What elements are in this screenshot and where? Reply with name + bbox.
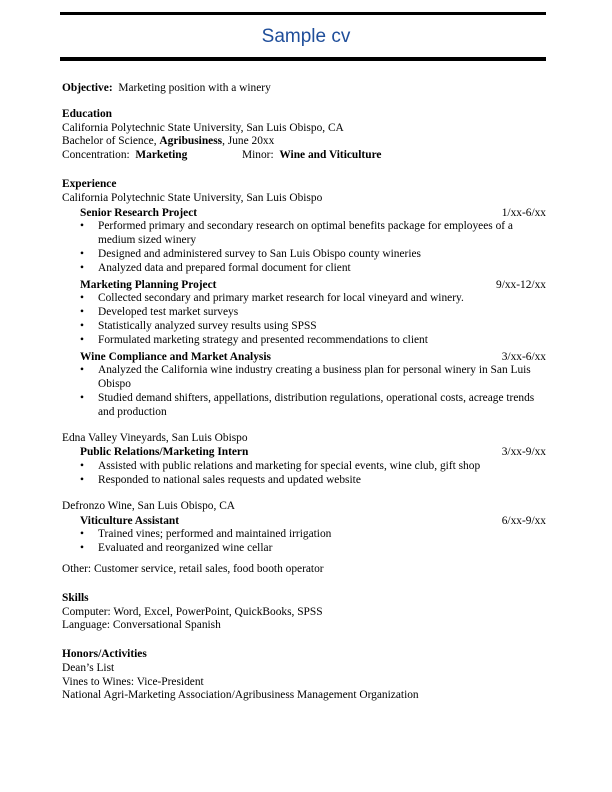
bullet-item: • Statistically analyzed survey results using SPSS — [62, 320, 546, 334]
bottom-rule — [60, 57, 546, 61]
education-heading: Education — [62, 107, 113, 120]
resume-content — [62, 82, 546, 703]
concentration-label: Concentration: — [62, 149, 130, 162]
concentration-value: Marketing — [135, 149, 188, 162]
bullet-item: • Analyzed data and prepared formal document for client — [62, 262, 546, 276]
objective: Objective: Marketing position with a winery — [62, 82, 271, 94]
experience-org: Edna Valley Vineyards, San Luis Obispo — [62, 431, 248, 444]
degree-major: Agribusiness — [159, 135, 223, 148]
honors-heading: Honors/Activities — [62, 648, 147, 661]
position-dates: 3/xx-9/xx — [501, 446, 546, 459]
bullet-item: • Performed primary and secondary research on optimal benefits package for employees of a medium sized winery — [62, 220, 546, 248]
degree-prefix: Bachelor of Science, — [62, 135, 160, 148]
position-row — [62, 207, 546, 221]
education-degree — [62, 135, 546, 149]
minor-value: Wine and Viticulture — [279, 149, 382, 162]
bullet-item: • Formulated marketing strategy and presented recommendations to client — [62, 334, 546, 348]
experience-heading: Experience — [62, 177, 117, 190]
education-school: California Polytechnic State University, San Luis Obispo, CA — [62, 121, 344, 134]
bullet-list — [62, 460, 546, 488]
page-title: Sample cv — [261, 26, 351, 47]
bullet-item: • Developed test market surveys — [62, 306, 546, 320]
bullet-list — [62, 292, 546, 347]
honors-item: National Agri-Marketing Association/Agribusiness Management Organization — [62, 689, 419, 702]
objective-label: Objective — [62, 82, 109, 94]
skills-heading: Skills — [62, 591, 89, 604]
position-title: Marketing Planning Project — [80, 278, 217, 291]
bullet-item: • Studied demand shifters, appellations, distribution regulations, operational costs, acreage trends and production — [62, 392, 546, 420]
education-concentration — [62, 149, 546, 163]
position-row — [62, 446, 546, 460]
top-rule — [60, 12, 546, 15]
bullet-item: • Trained vines; performed and maintained irrigation — [62, 528, 546, 542]
bullet-item: • Collected secondary and primary market research for local vineyard and winery. — [62, 292, 546, 306]
honors-item: Vines to Wines: Vice-President — [62, 675, 204, 688]
position-dates: 3/xx-6/xx — [501, 350, 546, 363]
experience-list — [62, 192, 546, 556]
bullet-list — [62, 528, 546, 556]
bullet-item: • Responded to national sales requests and updated website — [62, 474, 546, 488]
position-row — [62, 351, 546, 365]
bullet-item: • Evaluated and reorganized wine cellar — [62, 542, 546, 556]
experience-other: Other: Customer service, retail sales, food booth operator — [62, 562, 324, 575]
bullet-list — [62, 364, 546, 419]
bullet-item: • Analyzed the California wine industry creating a business plan for personal winery in San Luis Obispo — [62, 364, 546, 392]
objective-text: Marketing position with a winery — [118, 82, 271, 94]
bullet-item: • Designed and administered survey to San Luis Obispo county wineries — [62, 248, 546, 262]
experience-org: Defronzo Wine, San Luis Obispo, CA — [62, 499, 236, 512]
minor-label: Minor: — [242, 149, 274, 162]
position-row — [62, 279, 546, 293]
skills-language: Language: Conversational Spanish — [62, 619, 221, 632]
position-title: Public Relations/Marketing Intern — [80, 446, 249, 459]
skills-computer: Computer: Word, Excel, PowerPoint, QuickBooks, SPSS — [62, 605, 323, 618]
position-row — [62, 515, 546, 529]
position-title: Senior Research Project — [80, 206, 198, 219]
bullet-item: • Assisted with public relations and marketing for special events, wine club, gift shop — [62, 460, 546, 474]
position-title: Viticulture Assistant — [80, 514, 180, 527]
position-title: Wine Compliance and Market Analysis — [80, 350, 271, 363]
position-dates: 9/xx-12/xx — [496, 278, 546, 291]
position-dates: 6/xx-9/xx — [501, 514, 546, 527]
degree-suffix: , June 20xx — [222, 135, 275, 148]
experience-org: California Polytechnic State University, San Luis Obispo — [62, 191, 323, 204]
honors-item: Dean’s List — [62, 661, 115, 674]
position-dates: 1/xx-6/xx — [501, 206, 546, 219]
bullet-list — [62, 220, 546, 275]
